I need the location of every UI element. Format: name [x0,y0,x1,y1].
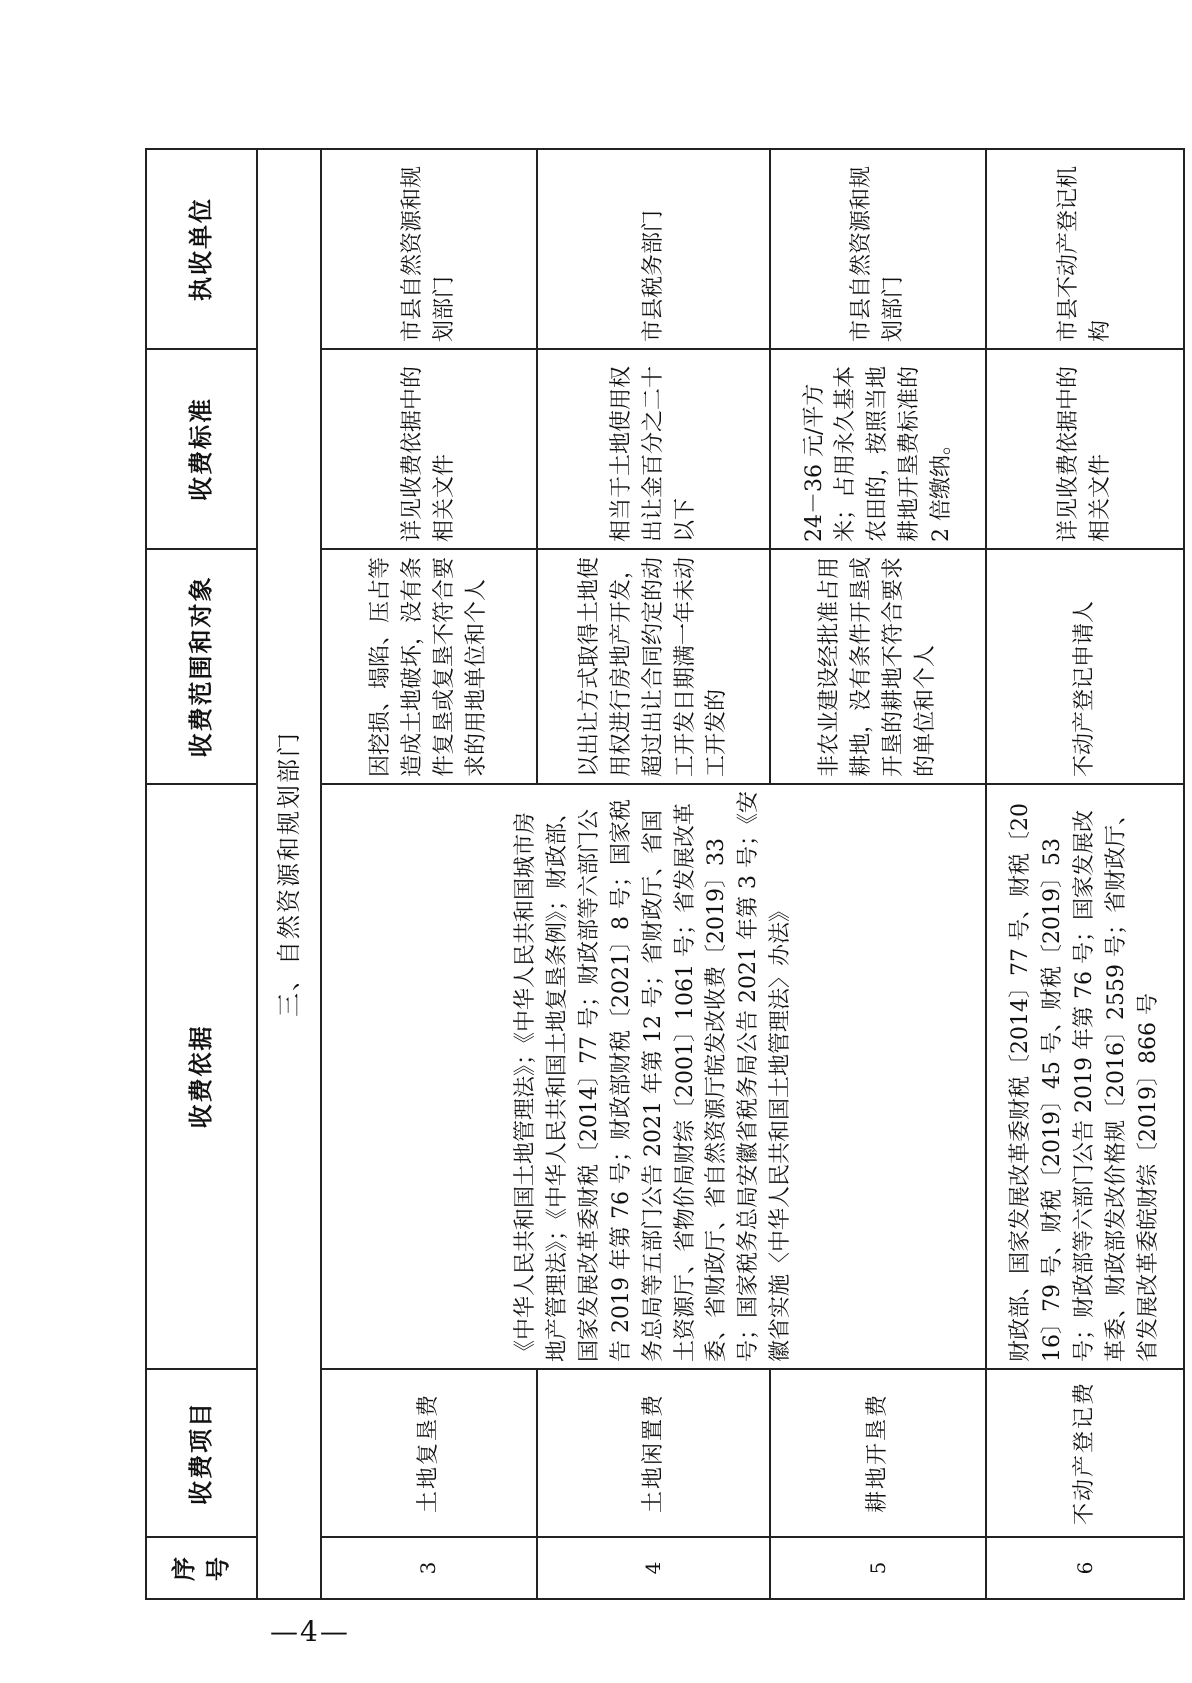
row-unit: 市县自然资源和规划部门 [321,149,537,349]
rotated-table-stage [145,150,1185,1600]
row-scope: 以出让方式取得土地使用权进行房地产开发，超过出让合同约定的动工开发日期满一年未动工开发的 [537,549,770,784]
row-unit: 市县税务部门 [537,149,770,349]
row-item: 土地复垦费 [321,1369,537,1537]
page-number: —4— [270,1615,350,1648]
header-row [146,149,257,1599]
section-title: 三、自然资源和规划部门 [257,149,321,1599]
row-unit: 市县不动产登记机构 [986,149,1184,349]
row-standard: 相当于土地使用权出让金百分之二十以下 [537,349,770,549]
header-item: 收费项目 [146,1369,257,1537]
row-no: 5 [770,1537,986,1599]
row-scope: 不动产登记申请人 [986,549,1184,784]
row-no: 4 [537,1537,770,1599]
header-scope: 收费范围和对象 [146,549,257,784]
header-no: 序号 [146,1537,257,1599]
row-item: 不动产登记费 [986,1369,1184,1537]
row-item: 耕地开垦费 [770,1369,986,1537]
row-basis: 财政部、国家发展改革委财税〔2014〕77 号、财税〔2016〕79 号、财税〔2019〕45 号、财税〔2019〕53 号；财政部等六部门公告 2019 年第 76 号；国家发展改革委、财政部发改价格规〔2016〕2559 号；省财政厅、省发展改革委皖财综〔2019〕866 号 [986,784,1184,1369]
row-scope: 非农业建设经批准占用耕地，没有条件开垦或开垦的耕地不符合要求的单位和个人 [770,549,986,784]
header-standard: 收费标准 [146,349,257,549]
row-scope: 因挖损、塌陷、压占等造成土地破坏，没有条件复垦或复垦不符合要求的用地单位和个人 [321,549,537,784]
row-standard: 详见收费依据中的相关文件 [986,349,1184,549]
row-no: 6 [986,1537,1184,1599]
section-row [257,149,321,1599]
row-standard: 24－36 元/平方米；占用永久基本农田的，按照当地耕地开垦费标准的 2 倍缴纳。 [770,349,986,549]
header-unit: 执收单位 [146,149,257,349]
row-unit: 市县自然资源和规划部门 [770,149,986,349]
table-row [986,149,1184,1599]
row-standard: 详见收费依据中的相关文件 [321,349,537,549]
row-basis-shared: 《中华人民共和国土地管理法》；《中华人民共和国城市房地产管理法》；《中华人民共和国土地复垦条例》；财政部、国家发展改革委财税〔2014〕77 号；财政部等六部门公告 2019 年第 76 号；财政部财税〔2021〕8 号；国家税务总局等五部门公告 2021 年第 12 号；省财政厅、省国土资源厅、省物价局财综〔2001〕1061 号；省发展改革委、省财政厅、省自然资源厅皖发改收费〔2019〕33 号；国家税务总局安徽省税务局公告 2021 年第 3 号；《安徽省实施〈中华人民共和国土地管理法〉办法》 [321,784,986,1369]
row-item: 土地闲置费 [537,1369,770,1537]
row-no: 3 [321,1537,537,1599]
fee-table [145,148,1185,1600]
table-row [321,149,537,1599]
header-basis: 收费依据 [146,784,257,1369]
